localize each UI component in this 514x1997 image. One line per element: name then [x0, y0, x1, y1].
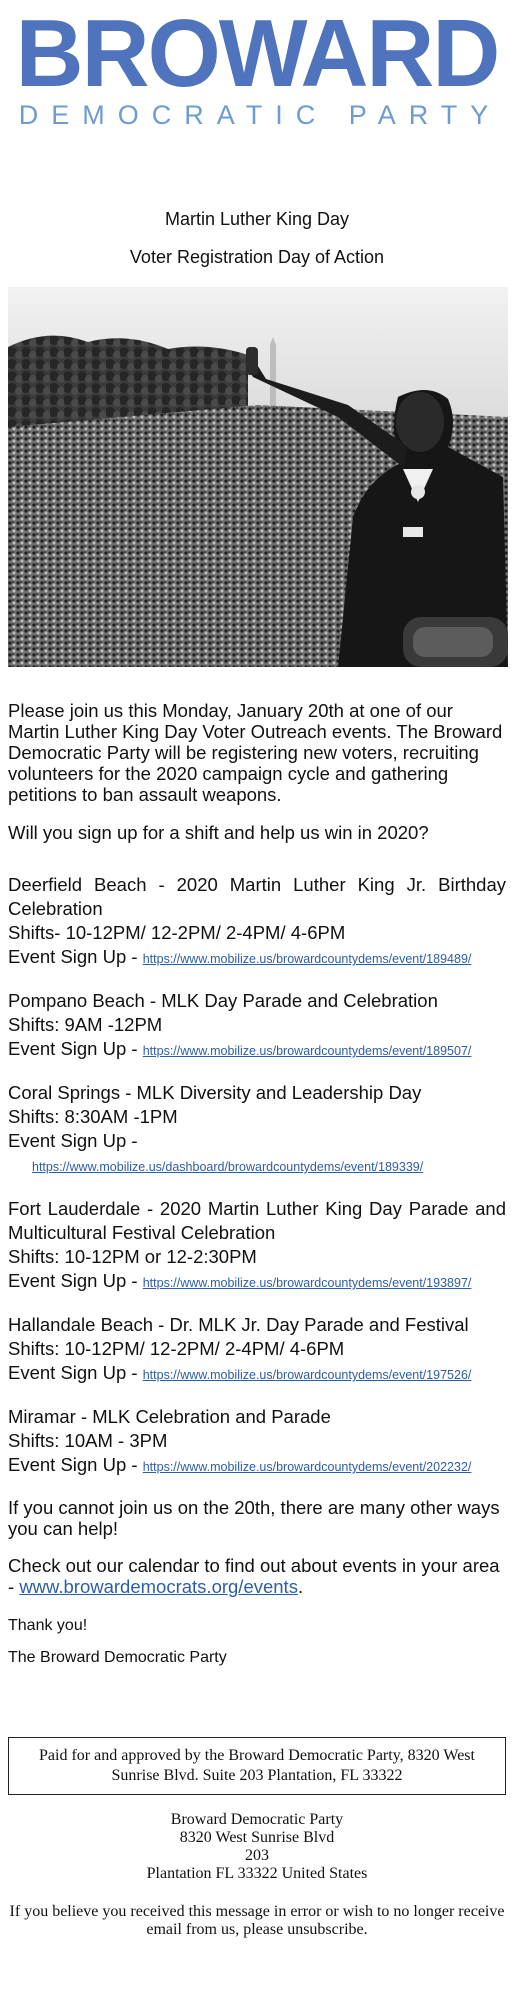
event-item: [8, 1081, 506, 1179]
unsubscribe-text: If you believe you received this message in error or wish to no longer receive email from us, please unsubscribe.: [9, 1903, 505, 1938]
event-signup-link[interactable]: https://www.mobilize.us/browardcountydems/event/189507/: [142, 1044, 472, 1058]
party-logo: [0, 0, 514, 131]
signup-label: Event Sign Up -: [8, 1454, 138, 1475]
unsubscribe-notice: [8, 1903, 506, 1939]
signature-text: The Broward Democratic Party: [8, 1649, 227, 1666]
headline-line2: Voter Registration Day of Action: [129, 247, 385, 267]
ask-paragraph: Will you sign up for a shift and help us win in 2020?: [8, 822, 429, 843]
address-line: Plantation FL 33322 United States: [146, 1865, 368, 1882]
mlk-photo: [8, 287, 508, 667]
event-signup-link[interactable]: https://www.mobilize.us/browardcountydems/event/189489/: [142, 952, 472, 966]
mlk-photo-illustration: [8, 287, 508, 667]
event-signup-link[interactable]: https://www.mobilize.us/dashboard/browardcountydems/event/189339/: [32, 1160, 424, 1174]
intro-paragraph: Please join us this Monday, January 20th at one of our Martin Luther King Day Voter Outreach events. The Broward Democratic Party will be registering new voters, recruiting volunteers for the 2020 campaign cycle and gathering petitions to ban assault weapons.: [8, 700, 503, 805]
event-signup-link[interactable]: https://www.mobilize.us/browardcountydems/event/202232/: [142, 1460, 472, 1474]
headline-line1: Martin Luther King Day: [164, 209, 350, 229]
event-shifts: Shifts: 8:30AM -1PM: [8, 1106, 178, 1127]
thanks-text: Thank you!: [8, 1617, 88, 1634]
event-shifts: Shifts- 10-12PM/ 12-2PM/ 2-4PM/ 4-6PM: [8, 922, 346, 943]
event-signup: [8, 945, 506, 971]
event-signup: [8, 1361, 506, 1387]
event-signup-link[interactable]: https://www.mobilize.us/browardcountydems/event/197526/: [142, 1368, 472, 1382]
signup-label: Event Sign Up -: [8, 1038, 138, 1059]
calendar-link[interactable]: www.browardemocrats.org/events: [19, 1576, 298, 1597]
calendar-prefix: Check out our calendar to find out about events in your area -: [8, 1555, 500, 1597]
event-shifts: Shifts: 10-12PM or 12-2:30PM: [8, 1246, 257, 1267]
event-shifts: Shifts: 10AM - 3PM: [8, 1430, 168, 1451]
disclaimer-box: [8, 1737, 506, 1795]
event-item: [8, 873, 506, 971]
event-item: [8, 1197, 506, 1295]
event-signup: [8, 1037, 506, 1063]
event-title: Miramar - MLK Celebration and Parade: [8, 1406, 331, 1427]
event-title: Fort Lauderdale - 2020 Martin Luther King Day Parade and Multicultural Festival Celebration: [8, 1198, 506, 1243]
calendar-suffix: .: [297, 1576, 304, 1597]
events-list: [8, 873, 506, 1479]
event-title: Pompano Beach - MLK Day Parade and Celebration: [8, 990, 438, 1011]
signup-label: Event Sign Up -: [8, 1362, 138, 1383]
mailing-address: [0, 1811, 514, 1883]
event-shifts: Shifts: 10-12PM/ 12-2PM/ 2-4PM/ 4-6PM: [8, 1338, 345, 1359]
event-item: [8, 1313, 506, 1387]
email-body: [0, 700, 514, 1667]
signup-label: Event Sign Up -: [8, 1270, 138, 1291]
event-item: [8, 1405, 506, 1479]
event-shifts: Shifts: 9AM -12PM: [8, 1014, 163, 1035]
event-title: Hallandale Beach - Dr. MLK Jr. Day Parade and Festival: [8, 1314, 469, 1335]
address-line: 203: [245, 1847, 269, 1864]
address-line: Broward Democratic Party: [170, 1811, 344, 1828]
event-item: [8, 989, 506, 1063]
signup-label: Event Sign Up -: [8, 946, 138, 967]
event-title: Deerfield Beach - 2020 Martin Luther King Jr. Birthday Celebration: [8, 874, 506, 919]
logo-subtitle: DEMOCRATIC PARTY: [18, 100, 502, 130]
event-signup-link[interactable]: https://www.mobilize.us/browardcountydems/event/193897/: [142, 1276, 472, 1290]
event-signup: [8, 1453, 506, 1479]
help-paragraph: If you cannot join us on the 20th, there are many other ways you can help!: [8, 1497, 500, 1539]
event-signup: [8, 1129, 506, 1179]
calendar-paragraph: [8, 1555, 506, 1597]
logo-title: BROWARD: [15, 0, 499, 107]
address-line: 8320 West Sunrise Blvd: [179, 1829, 335, 1846]
disclaimer-text: Paid for and approved by the Broward Democratic Party, 8320 West Sunrise Blvd. Suite 203 Plantation, FL 33322: [39, 1747, 475, 1784]
event-title: Coral Springs - MLK Diversity and Leadership Day: [8, 1082, 422, 1103]
event-signup: [8, 1269, 506, 1295]
signup-label: Event Sign Up -: [8, 1130, 138, 1151]
